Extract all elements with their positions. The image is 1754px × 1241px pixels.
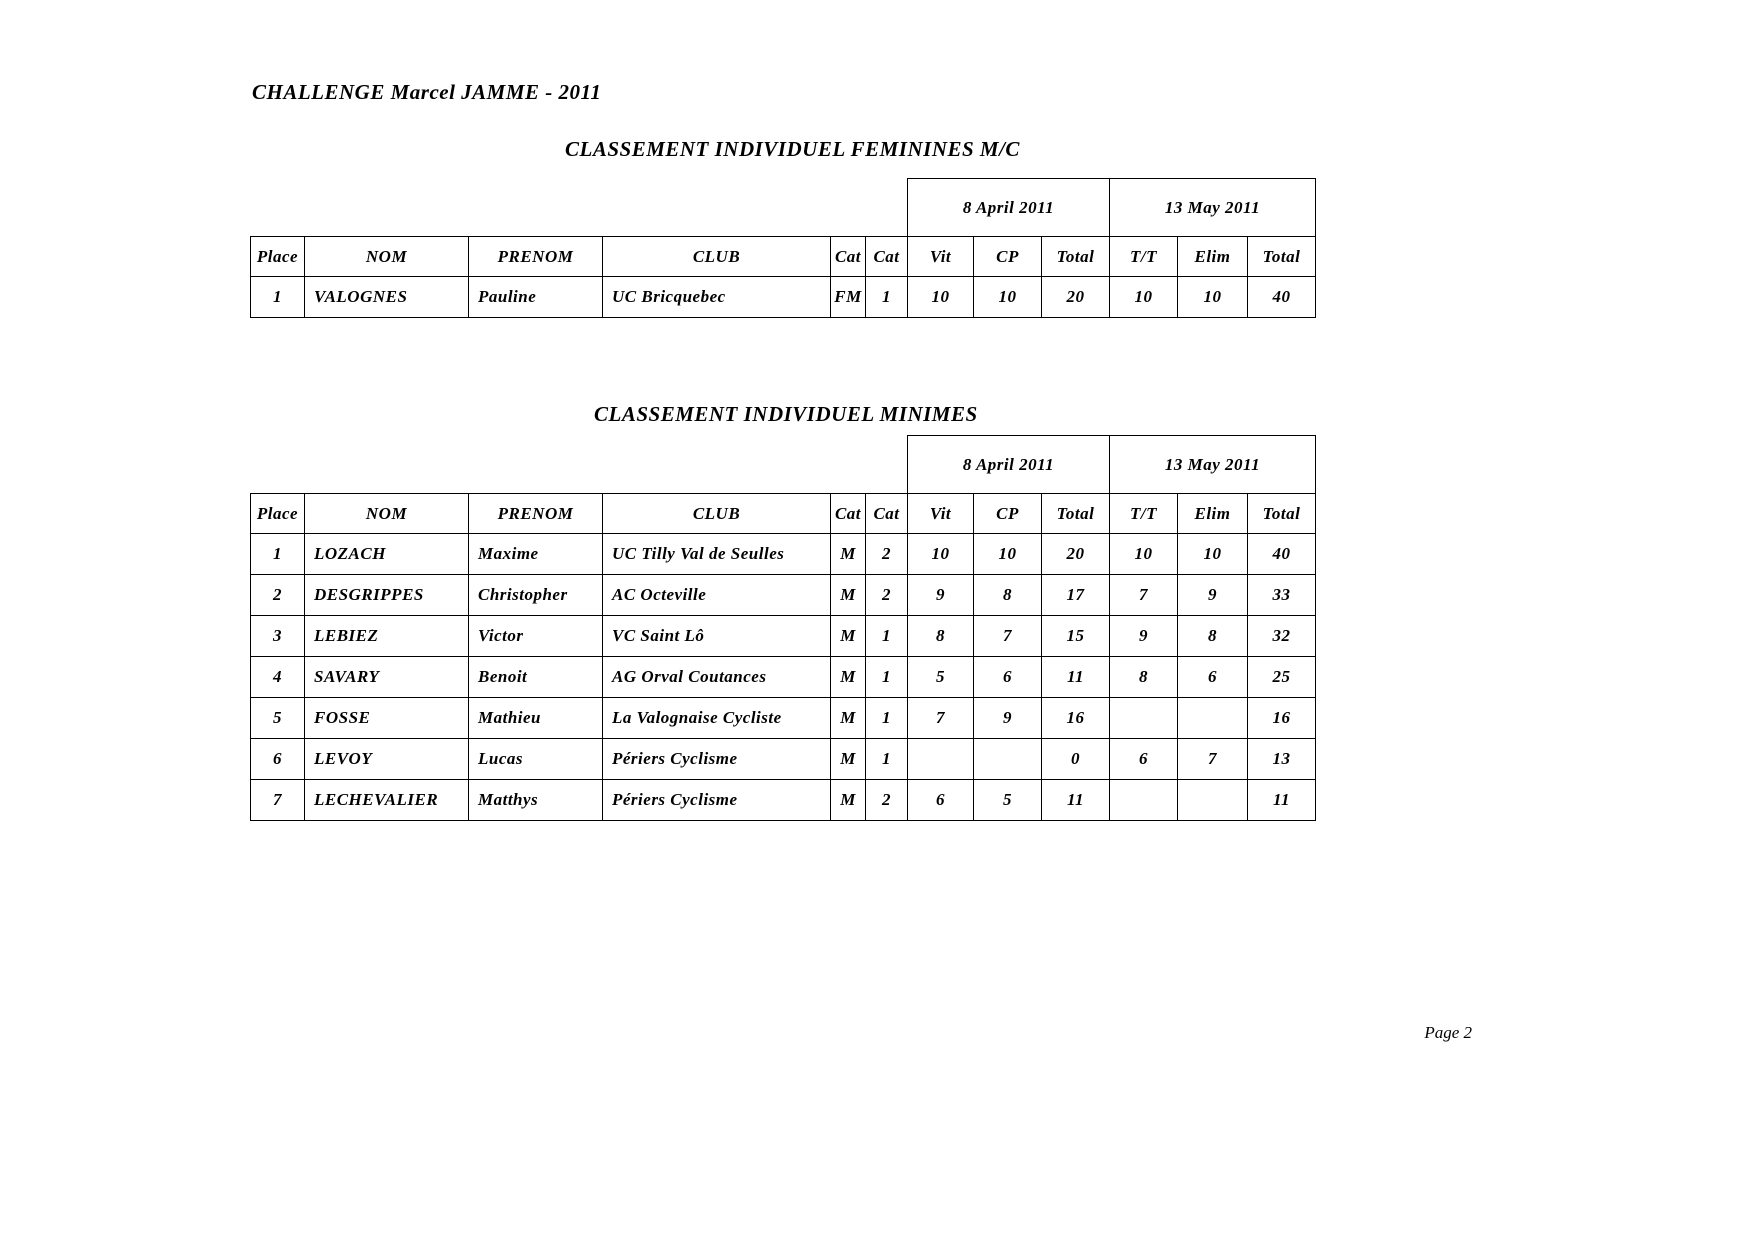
header-total1: Total — [1042, 494, 1110, 534]
header-cat1: Cat — [831, 494, 866, 534]
cell-total1: 11 — [1042, 657, 1110, 698]
cell-place: 7 — [251, 780, 305, 821]
header-vit: Vit — [908, 237, 974, 277]
header-cat2: Cat — [866, 237, 908, 277]
cell-place: 1 — [251, 534, 305, 575]
cell-elim — [1178, 698, 1248, 739]
header-vit: Vit — [908, 494, 974, 534]
event-date-1: 8 April 2011 — [908, 436, 1110, 494]
table-row — [251, 616, 1316, 657]
banner-spacer — [251, 179, 908, 237]
cell-cat1: M — [831, 698, 866, 739]
header-nom: NOM — [305, 237, 469, 277]
cell-cp: 9 — [974, 698, 1042, 739]
table-row — [251, 575, 1316, 616]
header-nom: NOM — [305, 494, 469, 534]
column-header-row — [251, 237, 1316, 277]
cell-prenom: Lucas — [469, 739, 603, 780]
cell-cat1: M — [831, 739, 866, 780]
cell-cat2: 1 — [866, 277, 908, 318]
cell-total2: 25 — [1248, 657, 1316, 698]
cell-elim: 7 — [1178, 739, 1248, 780]
cell-club: La Valognaise Cycliste — [603, 698, 831, 739]
table-row — [251, 698, 1316, 739]
cell-vit: 7 — [908, 698, 974, 739]
header-total2: Total — [1248, 237, 1316, 277]
section-title-feminines: CLASSEMENT INDIVIDUEL FEMININES M/C — [565, 137, 1020, 161]
cell-cat2: 2 — [866, 534, 908, 575]
header-club: CLUB — [603, 237, 831, 277]
cell-vit: 6 — [908, 780, 974, 821]
cell-vit: 8 — [908, 616, 974, 657]
document-header-title: CHALLENGE Marcel JAMME - 2011 — [252, 80, 602, 104]
cell-total2: 40 — [1248, 277, 1316, 318]
cell-cp — [974, 739, 1042, 780]
table-row — [251, 657, 1316, 698]
cell-place: 1 — [251, 277, 305, 318]
header-total2: Total — [1248, 494, 1316, 534]
cell-cat2: 2 — [866, 780, 908, 821]
header-elim: Elim — [1178, 237, 1248, 277]
page-number: Page 2 — [1424, 1023, 1472, 1042]
cell-place: 2 — [251, 575, 305, 616]
cell-elim: 10 — [1178, 534, 1248, 575]
cell-total2: 16 — [1248, 698, 1316, 739]
cell-nom: DESGRIPPES — [305, 575, 469, 616]
cell-cat2: 1 — [866, 739, 908, 780]
cell-total1: 20 — [1042, 534, 1110, 575]
header-club: CLUB — [603, 494, 831, 534]
cell-total2: 13 — [1248, 739, 1316, 780]
header-tt: T/T — [1110, 494, 1178, 534]
table-row — [251, 534, 1316, 575]
cell-vit: 10 — [908, 277, 974, 318]
event-date-2: 13 May 2011 — [1110, 179, 1316, 237]
cell-cat2: 1 — [866, 616, 908, 657]
header-cp: CP — [974, 494, 1042, 534]
cell-total2: 33 — [1248, 575, 1316, 616]
cell-prenom: Christopher — [469, 575, 603, 616]
cell-prenom: Matthys — [469, 780, 603, 821]
header-prenom: PRENOM — [469, 237, 603, 277]
cell-place: 3 — [251, 616, 305, 657]
cell-place: 4 — [251, 657, 305, 698]
cell-total1: 20 — [1042, 277, 1110, 318]
header-tt: T/T — [1110, 237, 1178, 277]
event-date-1: 8 April 2011 — [908, 179, 1110, 237]
cell-tt: 6 — [1110, 739, 1178, 780]
cell-cp: 10 — [974, 277, 1042, 318]
cell-total2: 40 — [1248, 534, 1316, 575]
cell-nom: LEBIEZ — [305, 616, 469, 657]
cell-place: 6 — [251, 739, 305, 780]
cell-total2: 32 — [1248, 616, 1316, 657]
event-date-2: 13 May 2011 — [1110, 436, 1316, 494]
cell-club: UC Bricquebec — [603, 277, 831, 318]
cell-nom: LOZACH — [305, 534, 469, 575]
header-place: Place — [251, 237, 305, 277]
cell-elim — [1178, 780, 1248, 821]
cell-nom: LEVOY — [305, 739, 469, 780]
cell-total1: 17 — [1042, 575, 1110, 616]
cell-tt: 10 — [1110, 534, 1178, 575]
cell-nom: SAVARY — [305, 657, 469, 698]
cell-elim: 8 — [1178, 616, 1248, 657]
cell-cat1: M — [831, 657, 866, 698]
date-banner-row — [251, 179, 1316, 237]
cell-tt — [1110, 698, 1178, 739]
cell-cat2: 2 — [866, 575, 908, 616]
column-header-row — [251, 494, 1316, 534]
cell-tt: 9 — [1110, 616, 1178, 657]
banner-spacer — [251, 436, 908, 494]
cell-tt: 8 — [1110, 657, 1178, 698]
header-cat1: Cat — [831, 237, 866, 277]
cell-cp: 10 — [974, 534, 1042, 575]
cell-prenom: Victor — [469, 616, 603, 657]
header-cat2: Cat — [866, 494, 908, 534]
header-prenom: PRENOM — [469, 494, 603, 534]
cell-elim: 10 — [1178, 277, 1248, 318]
table-feminines — [250, 178, 1316, 318]
cell-prenom: Pauline — [469, 277, 603, 318]
cell-prenom: Mathieu — [469, 698, 603, 739]
cell-vit — [908, 739, 974, 780]
cell-tt — [1110, 780, 1178, 821]
header-cp: CP — [974, 237, 1042, 277]
table-row — [251, 277, 1316, 318]
cell-total1: 16 — [1042, 698, 1110, 739]
table-row — [251, 780, 1316, 821]
cell-club: Périers Cyclisme — [603, 739, 831, 780]
header-total1: Total — [1042, 237, 1110, 277]
cell-total1: 11 — [1042, 780, 1110, 821]
cell-total1: 0 — [1042, 739, 1110, 780]
cell-club: VC Saint Lô — [603, 616, 831, 657]
cell-club: AC Octeville — [603, 575, 831, 616]
cell-cat2: 1 — [866, 698, 908, 739]
cell-club: UC Tilly Val de Seulles — [603, 534, 831, 575]
header-place: Place — [251, 494, 305, 534]
cell-total2: 11 — [1248, 780, 1316, 821]
date-banner-row — [251, 436, 1316, 494]
cell-elim: 6 — [1178, 657, 1248, 698]
section-title-minimes: CLASSEMENT INDIVIDUEL MINIMES — [594, 402, 978, 426]
cell-prenom: Benoit — [469, 657, 603, 698]
ranking-table-feminines — [250, 178, 1316, 318]
header-elim: Elim — [1178, 494, 1248, 534]
cell-vit: 10 — [908, 534, 974, 575]
cell-nom: VALOGNES — [305, 277, 469, 318]
cell-cat1: M — [831, 780, 866, 821]
cell-club: Périers Cyclisme — [603, 780, 831, 821]
cell-nom: LECHEVALIER — [305, 780, 469, 821]
cell-vit: 5 — [908, 657, 974, 698]
cell-nom: FOSSE — [305, 698, 469, 739]
cell-cp: 7 — [974, 616, 1042, 657]
cell-place: 5 — [251, 698, 305, 739]
cell-tt: 10 — [1110, 277, 1178, 318]
cell-cp: 5 — [974, 780, 1042, 821]
cell-total1: 15 — [1042, 616, 1110, 657]
cell-cat1: M — [831, 534, 866, 575]
table-minimes — [250, 435, 1316, 821]
cell-cat2: 1 — [866, 657, 908, 698]
cell-cp: 6 — [974, 657, 1042, 698]
cell-tt: 7 — [1110, 575, 1178, 616]
cell-club: AG Orval Coutances — [603, 657, 831, 698]
cell-cat1: M — [831, 616, 866, 657]
cell-vit: 9 — [908, 575, 974, 616]
table-row — [251, 739, 1316, 780]
cell-cp: 8 — [974, 575, 1042, 616]
cell-prenom: Maxime — [469, 534, 603, 575]
cell-cat1: M — [831, 575, 866, 616]
ranking-table-minimes — [250, 435, 1316, 821]
cell-elim: 9 — [1178, 575, 1248, 616]
cell-cat1: FM — [831, 277, 866, 318]
